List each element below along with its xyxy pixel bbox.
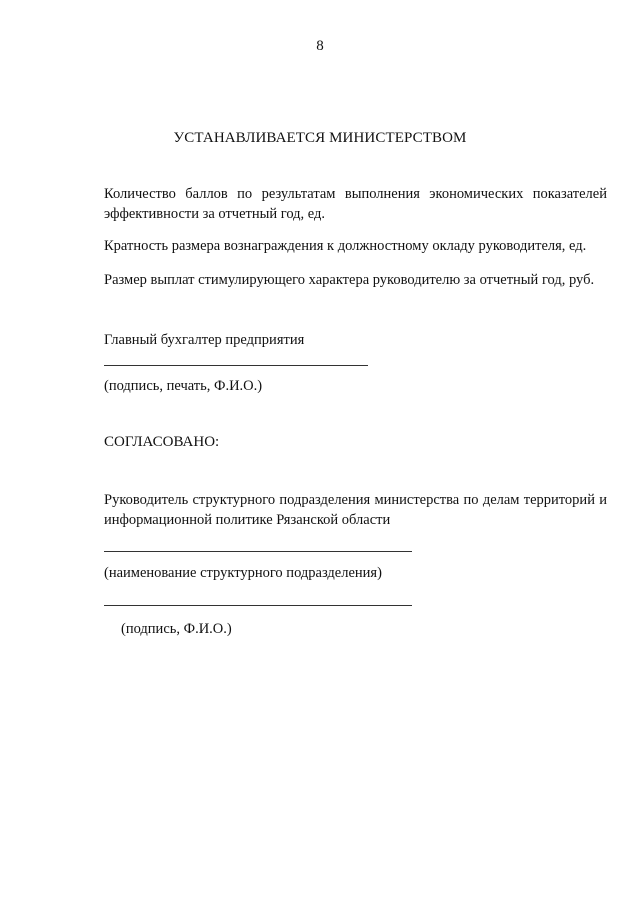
approver-signature-caption: (подпись, Ф.И.О.) <box>121 621 232 637</box>
unit-name-line <box>104 551 412 552</box>
accountant-signature-line <box>104 365 368 366</box>
section-heading: УСТАНАВЛИВАЕТСЯ МИНИСТЕРСТВОМ <box>173 130 467 146</box>
unit-name-caption: (наименование структурного подразделения) <box>104 565 382 581</box>
multiplicity-field-label: Кратность размера вознаграждения к должностному окладу руководителя, ед. <box>104 238 587 254</box>
accountant-title: Главный бухгалтер предприятия <box>104 332 305 348</box>
approval-signer-title: Руководитель структурного подразделения министерства по делам территорий и информационной политике Рязанской области <box>104 492 607 528</box>
approver-signature-line <box>104 605 412 606</box>
approval-label: СОГЛАСОВАНО: <box>104 434 220 450</box>
page-number: 8 <box>316 38 324 54</box>
accountant-signature-caption: (подпись, печать, Ф.И.О.) <box>104 378 263 394</box>
payment-field-label: Размер выплат стимулирующего характера руководителю за отчетный год, руб. <box>104 272 595 288</box>
points-field-label: Количество баллов по результатам выполнения экономических показателей эффективности за отчетный год, ед. <box>104 186 607 222</box>
